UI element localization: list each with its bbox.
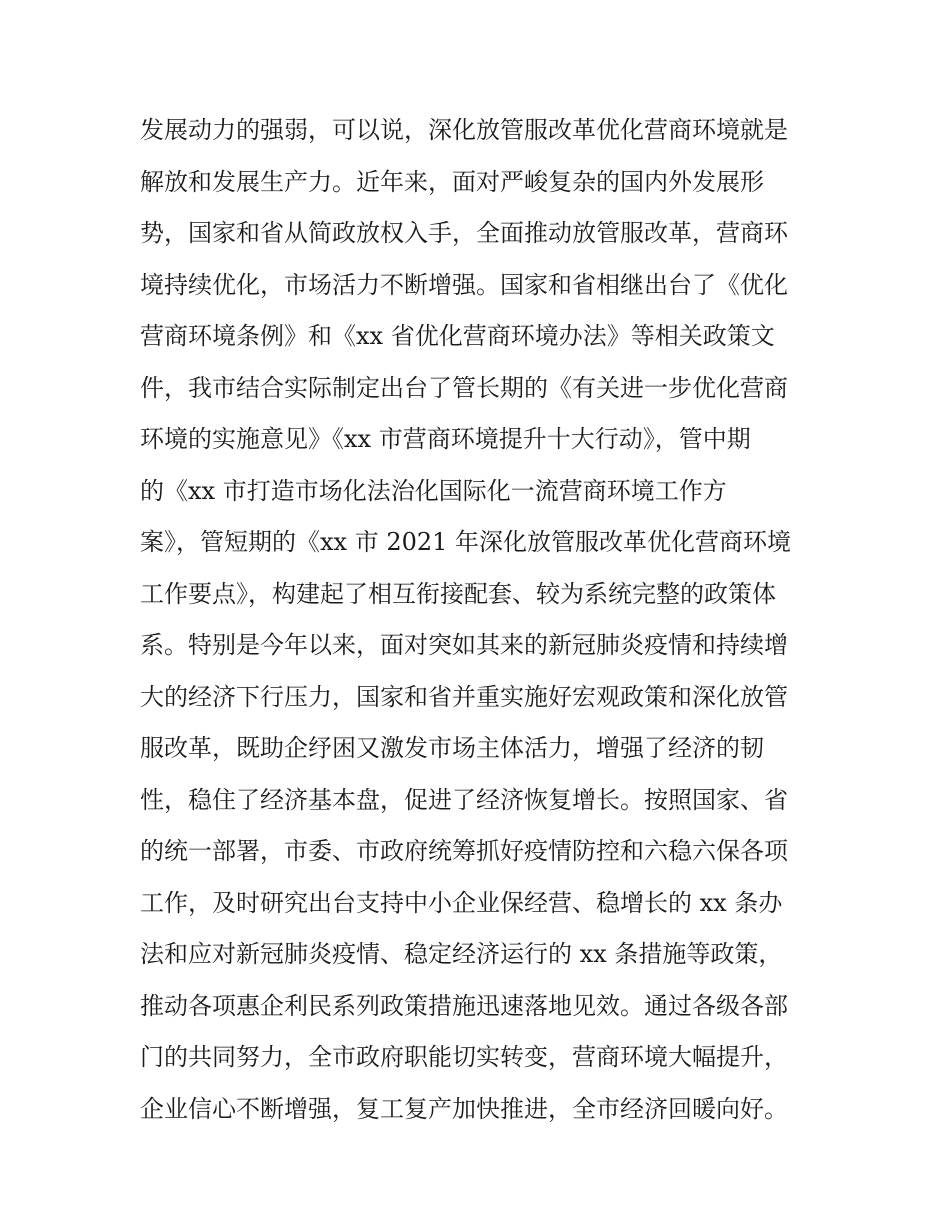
- text-line: 推动各项惠企利民系列政策措施迅速落地见效。通过各级各部: [140, 991, 788, 1020]
- text-line: 境持续优化，市场活力不断增强。国家和省相继出台了《优化: [140, 270, 788, 299]
- text-line: 服改革，既助企纾困又激发市场主体活力，增强了经济的韧: [140, 734, 764, 762]
- body-paragraph: [140, 105, 830, 1135]
- text-line: 营商环境条例》和《xx 省优化营商环境办法》等相关政策文: [140, 322, 775, 350]
- text-line: 法和应对新冠肺炎疫情、稳定经济运行的 xx 条措施等政策，: [140, 940, 783, 968]
- text-line: 环境的实施意见》《xx 市营商环境提升十大行动》，管中期: [140, 425, 751, 453]
- text-line: 系。特别是今年以来，面对突如其来的新冠肺炎疫情和持续增: [140, 631, 788, 659]
- text-line: 发展动力的强弱，可以说，深化放管服改革优化营商环境就是: [140, 116, 788, 144]
- text-line: 企业信心不断增强，复工复产加快推进，全市经济回暖向好。: [140, 1094, 788, 1123]
- text-line: 工作要点》，构建起了相互衔接配套、较为系统完整的政策体: [140, 579, 776, 608]
- text-line: 大的经济下行压力，国家和省并重实施好宏观政策和深化放管: [140, 682, 788, 711]
- text-line: 件，我市结合实际制定出台了管长期的《有关进一步优化营商: [140, 373, 788, 402]
- text-line: 案》，管短期的《xx 市 2021 年深化放管服改革优化营商环境: [140, 528, 792, 556]
- text-line: 工作，及时研究出台支持中小企业保经营、稳增长的 xx 条办: [140, 888, 783, 917]
- text-line: 的统一部署，市委、市政府统筹抓好疫情防控和六稳六保各项: [140, 837, 788, 865]
- text-line: 解放和发展生产力。近年来，面对严峻复杂的国内外发展形: [140, 167, 764, 196]
- text-line: 的《xx 市打造市场化法治化国际化一流营商环境工作方: [140, 476, 727, 505]
- text-line: 门的共同努力，全市政府职能切实转变，营商环境大幅提升，: [140, 1043, 788, 1071]
- text-line: 性，稳住了经济基本盘，促进了经济恢复增长。按照国家、省: [140, 785, 788, 814]
- text-line: 势，国家和省从简政放权入手，全面推动放管服改革，营商环: [140, 219, 788, 247]
